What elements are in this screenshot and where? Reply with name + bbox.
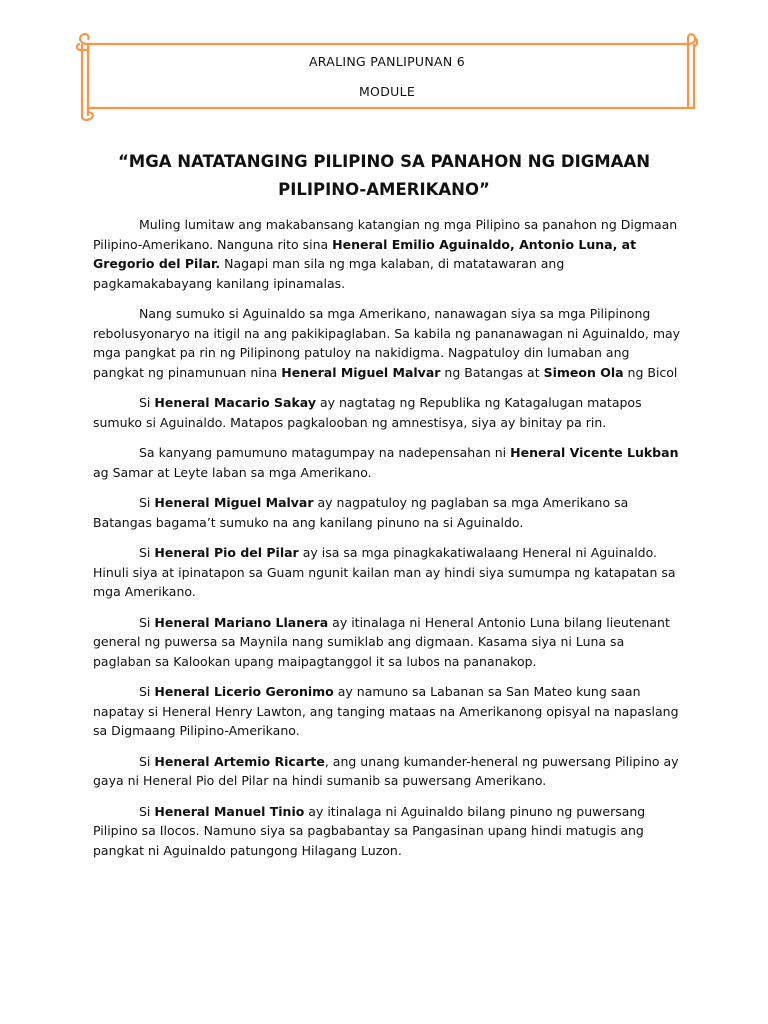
paragraph-text: Si [139,753,155,769]
paragraph-text: ng Bicol [623,364,678,380]
paragraph-text: Nang sumuko si Aguinaldo sa mga Amerikano, nanawagan siya sa mga Pilipinong rebolusyonaryo na itigil na ang pakikipaglaban. Sa kabila ng pananawagan ni Aguinaldo, may mga pangkat pa rin ng Pilipinong patuloy na nakidigma. Nagpatuloy din lumaban ang pangkat ng pinamunuan nina [93,306,681,380]
paragraph-bold-text: Simeon Ola [543,364,624,380]
paragraph [93,752,683,791]
banner-subject-label: ARALING PANLIPUNAN 6 [308,54,466,69]
paragraph-bold-text: Heneral Vicente Lukban [510,445,679,460]
paragraph-text: Si [139,684,155,699]
paragraph-bold-text: Heneral Miguel Malvar [281,364,441,380]
paragraph-text: Si [139,545,155,560]
paragraph-text: ng Batangas at [440,364,544,380]
paragraph-text: , ang unang kumander-heneral ng puwersang Pilipino ay gaya ni Heneral Pio del Pilar na hindi sumanib sa puwersang Amerikano. [93,753,679,788]
paragraph-text: Si [139,395,155,410]
paragraph-text: Muling lumitaw ang makabansang katangian ng mga Pilipino sa panahon ng Digmaan Pilipino-Amerikano. Nanguna rito sina [93,217,678,252]
paragraph-bold-text: Heneral Licerio Geronimo [154,684,334,699]
document-title: “MGA NATATANGING PILIPINO SA PANAHON NG DIGMAAN PILIPINO-AMERIKANO” [117,152,651,199]
paragraph-bold-text: Heneral Emilio Aguinaldo, Antonio Luna, at Gregorio del Pilar. [93,236,637,271]
paragraph [93,215,683,293]
paragraph-bold-text: Heneral Manuel Tinio [154,803,305,819]
document-body [93,215,683,871]
paragraph-text: ay namuno sa Labanan sa San Mateo kung saan napatay si Heneral Henry Lawton, ang tanging mataas na Amerikanong opisyal na napaslang sa Digmaang Pilipino-Amerikano. [93,684,679,738]
paragraph-text: ay nagpatuloy ng paglaban sa mga Amerikano sa Batangas bagama’t sumuko na ang kanilang pinuno na si Aguinaldo. [93,495,629,530]
banner-module-label: MODULE [358,84,416,99]
paragraph [93,493,683,532]
paragraph-text: ay itinalaga ni Heneral Antonio Luna bilang lieutenant general ng puwersa sa Maynila nang sumiklab ang digmaan. Kasama siya ni Luna sa paglaban sa Kalookan upang maipagtanggol it sa lubos na pananakop. [93,614,670,669]
paragraph-text: Si [139,803,155,819]
paragraph-text: Sa kanyang pamumuno matagumpay na nadepensahan ni [139,445,511,460]
paragraph-bold-text: Heneral Macario Sakay [154,395,316,410]
paragraph-text: ag Samar at Leyte laban sa mga Amerikano. [93,464,372,480]
paragraph-bold-text: Heneral Artemio Ricarte [154,753,325,769]
paragraph-text: Nagapi man sila ng mga kalaban, di matatawaran ang pagkamakabayang kanilang ipinamalas. [93,256,565,291]
scroll-banner-frame [74,30,700,122]
scroll-banner [74,30,700,122]
paragraph-text: Si [139,495,155,510]
paragraph [93,304,683,382]
paragraph [93,802,683,861]
paragraph-text: ay itinalaga ni Aguinaldo bilang pinuno ng puwersang Pilipino sa Ilocos. Namuno siya sa pagbabantay sa Pangasinan upang hindi matugis ang pangkat ni Aguinaldo patungong Hilagang Luzon. [93,803,646,858]
paragraph-text: ay nagtatag ng Republika ng Katagalugan matapos sumuko si Aguinaldo. Matapos pagkalooban ng amnestisya, siya ay binitay pa rin. [93,395,642,430]
paragraph [93,613,683,672]
paragraph-bold-text: Heneral Mariano Llanera [154,614,329,630]
paragraph [93,682,683,741]
paragraph-text: ay isa sa mga pinagkakatiwalaang Heneral ni Aguinaldo. Hinuli siya at ipinatapon sa Guam ngunit kailan man ay hindi siya sumumpa ng katapatan sa mga Amerikano. [93,545,676,599]
paragraph [93,443,683,482]
paragraph-bold-text: Heneral Pio del Pilar [154,545,299,560]
paragraph-bold-text: Heneral Miguel Malvar [154,495,314,510]
paragraph [93,393,683,432]
paragraph-text: Si [139,614,155,630]
paragraph [93,543,683,602]
